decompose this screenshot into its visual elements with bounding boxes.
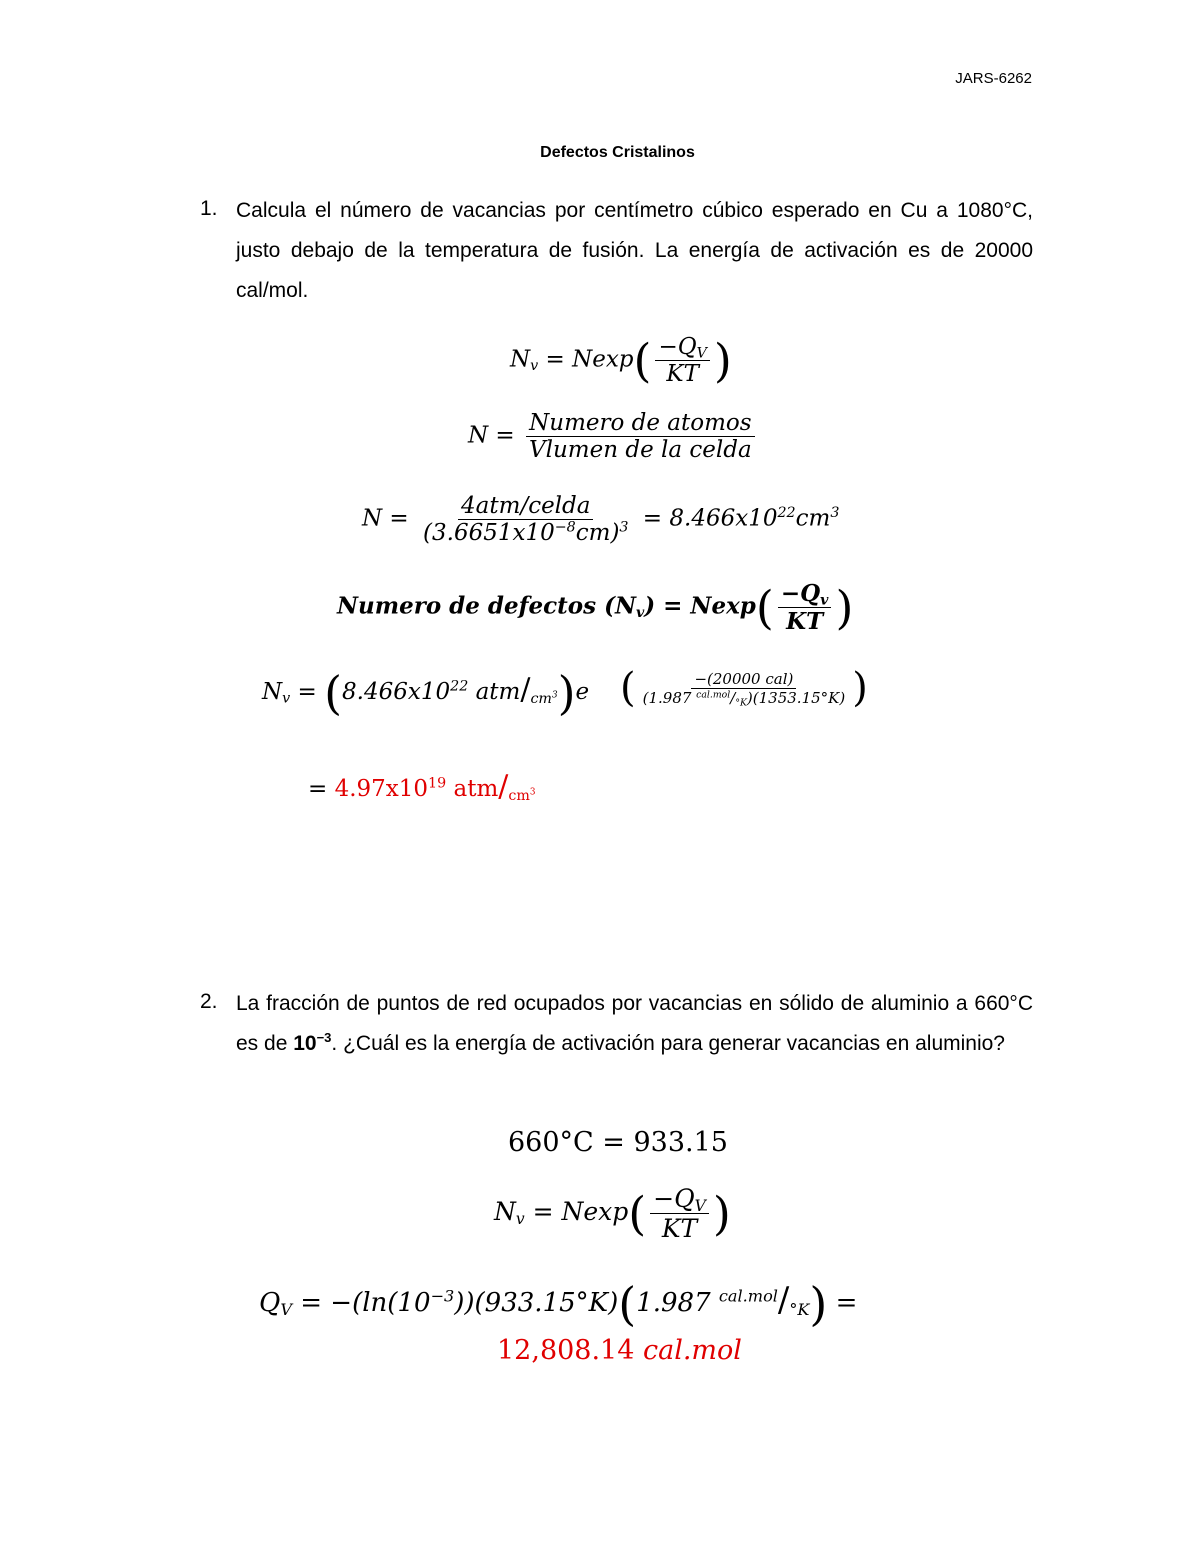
equation-vacancy-formula: $N_v = Nexp$( $\frac{-Q_V}{KT}$ ) <box>510 333 732 388</box>
page-title: Defectos Cristalinos <box>540 144 695 161</box>
equation-atom-density-definition: N = $\frac{\text{Numero de atomos}}{\text{Vlumen de la celda}}$ <box>468 410 759 463</box>
equation-vacancy-formula-2: $N_v = Nexp$( $\frac{-Q_V}{KT}$ ) <box>494 1184 731 1243</box>
equation-atom-density-value: N = $\frac{\text{4atm/celda}}{(3.6651x10^{-8}cm)^3}$ = $8.466x10^{22}cm^3$ <box>362 493 840 546</box>
question-2-number: 2. <box>200 990 218 1013</box>
question-2-text: La fracción de puntos de red ocupados por vacancias en sólido de aluminio a 660°C es de $10^{-3}$. ¿Cuál es la energía de activación para generar vacancias en aluminio? <box>236 992 1033 1055</box>
equation-substitution: $N_v = (8.466x10^{22}$ atm/$_{cm^3})e$ ( $\frac{\text{−(20000 cal)}}{(1.987 ^{cal.mol}/_{^\circ K})(1353.15^\circ K)}$ ) <box>262 665 868 720</box>
result-activation-energy: 12,808.14 cal.mol <box>497 1335 742 1366</box>
result-vacancy-count: = $4.97x10^{19}$ atm/$_{cm^3}$ <box>308 769 536 804</box>
equation-defect-count: Numero de defectos $(N_v) = Nexp$( $\frac{-Q_v}{KT}$ ) <box>337 580 854 635</box>
question-1-number: 1. <box>200 197 218 220</box>
exponent-fraction: ( $\frac{\text{−(20000 cal)}}{(1.987 ^{cal.mol}/_{^\circ K})(1353.15^\circ K)}$ ) <box>620 665 868 711</box>
question-1-text: Calcula el número de vacancias por centímetro cúbico esperado en Cu a 1080°C, justo debajo de la temperatura de fusión. La energía de activación es de 20000 cal/mol. <box>236 199 1033 302</box>
document-id: JARS-6262 <box>955 70 1032 87</box>
result-value: $4.97x10^{19}$ atm/$_{cm^3}$ <box>334 769 536 804</box>
equation-activation-energy: $Q_V = -(\ln(10^{-3}))(933.15^\circ K)(1.987$ $^{cal.mol}/_{^\circ K}$) = <box>259 1277 858 1331</box>
equation-temperature-conversion: 660°C = 933.15 <box>508 1127 728 1158</box>
